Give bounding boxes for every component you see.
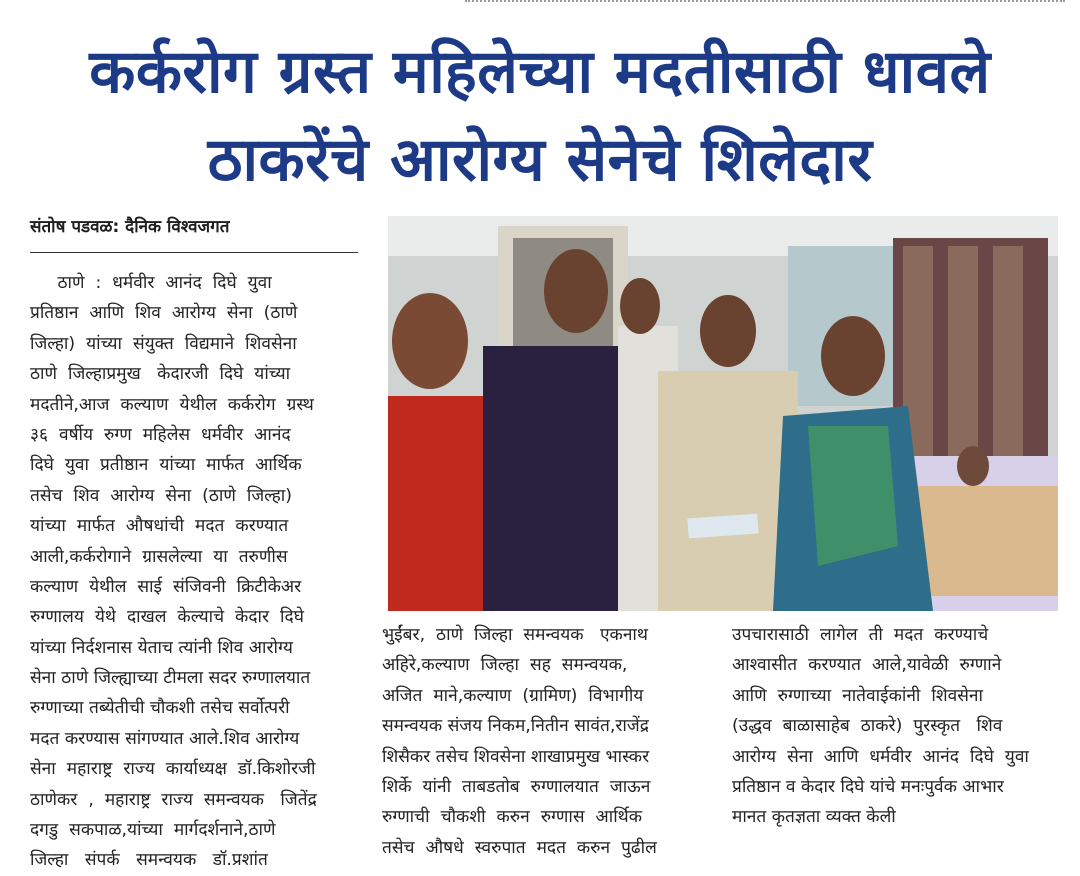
article-line: मानत कृतज्ञता व्यक्त केली	[732, 807, 896, 828]
article-line: प्रतिष्ठान व केदार दिघे यांचे मनःपुर्वक आभार	[732, 776, 1004, 797]
article-line: रुग्णालय येथे दाखल केल्याचे केदार दिघे	[30, 607, 304, 628]
article-line: ठाणे जिल्हाप्रमुख केदारजी दिघे यांच्या	[30, 364, 291, 385]
news-photo	[388, 216, 1058, 611]
headline	[0, 28, 1080, 204]
photo-illustration	[388, 216, 1058, 611]
article-line: सेना महाराष्ट्र राज्य कार्याध्यक्ष डॉ.किशोरजी	[30, 759, 316, 780]
top-dotted-rule	[465, 0, 1065, 2]
article-line: अहिरे,कल्याण जिल्हा सह समन्वयक,	[382, 655, 628, 676]
article-line: यांच्या मार्फत औषधांची मदत करण्यात	[30, 516, 289, 537]
byline: संतोष पडवळ: दैनिक विश्वजगत	[30, 217, 230, 237]
article-line: (उद्धव बाळासाहेब ठाकरे) पुरस्कृत शिव	[732, 716, 1003, 737]
article-line: मदत करण्यास सांगण्यात आले.शिव आरोग्य	[30, 728, 300, 749]
article-line: आश्वासीत करण्यात आले,यावेळी रुग्णाने	[732, 655, 1002, 676]
article-line: कल्याण येथील साई संजिवनी क्रिटीकेअर	[30, 576, 302, 597]
article-line: प्रतिष्ठान आणि शिव आरोग्य सेना (ठाणे	[30, 303, 298, 324]
article-line: उपचारासाठी लागेल ती मदत करण्याचे	[732, 625, 989, 645]
article-line: भुईंबर, ठाणे जिल्हा समन्वयक एकनाथ	[382, 625, 648, 645]
article-line: आणि रुग्णाच्या नातेवाईकांनी शिवसेना	[732, 685, 983, 706]
article-line: रुग्णाच्या तब्येतीची चौकशी तसेच सर्वोत्परी	[30, 698, 290, 719]
article-line: ठाणे : धर्मवीर आनंद दिघे युवा	[30, 273, 272, 293]
article-line: शिर्के यांनी ताबडतोब रुग्णालयात जाऊन	[382, 776, 651, 797]
article-column-3	[732, 620, 1062, 833]
article-line: शिसैकर तसेच शिवसेना शाखाप्रमुख भास्कर	[382, 746, 650, 767]
article-line: अजित माने,कल्याण (ग्रामिण) विभागीय	[382, 685, 644, 706]
article-line: यांच्या निर्दशनास येताच त्यांनी शिव आरोग्य	[30, 637, 293, 658]
article-column-1	[30, 268, 358, 876]
article-line: मदतीने,आज कल्याण येथील कर्करोग ग्रस्थ	[30, 394, 314, 415]
article-line: जिल्हा) यांच्या संयुक्त विद्यमाने शिवसेना	[30, 333, 297, 354]
article-line: जिल्हा संपर्क समन्वयक डॉ.प्रशांत	[30, 850, 268, 871]
headline-line-2: ठाकरेंचे आरोग्य सेनेचे शिलेदार	[207, 125, 873, 195]
article-line: तसेच औषधे स्वरुपात मदत करुन पुढील	[382, 837, 657, 858]
article-line: दिघे युवा प्रतीष्ठान यांच्या मार्फत आर्थिक	[30, 455, 302, 476]
headline-line-1: कर्करोग ग्रस्त महिलेच्या मदतीसाठी धावले	[89, 37, 991, 107]
byline-rule	[30, 252, 358, 253]
article-column-2	[382, 620, 710, 863]
article-line: तसेच शिव आरोग्य सेना (ठाणे जिल्हा)	[30, 485, 293, 506]
article-line: ठाणेकर , महाराष्ट्र राज्य समन्वयक जितेंद्र	[30, 789, 317, 810]
article-line: सेना ठाणे जिल्ह्याच्या टीमला सदर रुग्णालयात	[30, 668, 311, 689]
article-line: दगडु सकपाळ,यांच्या मार्गदर्शनाने,ठाणे	[30, 820, 276, 841]
article-line: ३६ वर्षीय रुग्ण महिलेस धर्मवीर आनंद	[30, 424, 291, 445]
article-line: समन्वयक संजय निकम,नितीन सावंत,राजेंद्र	[382, 716, 649, 737]
article-line: आरोग्य सेना आणि धर्मवीर आनंद दिघे युवा	[732, 746, 1029, 767]
article-line: आली,कर्करोगाने ग्रासलेल्या या तरुणीस	[30, 546, 288, 567]
article-line: रुग्णाची चौकशी करुन रुग्णास आर्थिक	[382, 807, 642, 828]
